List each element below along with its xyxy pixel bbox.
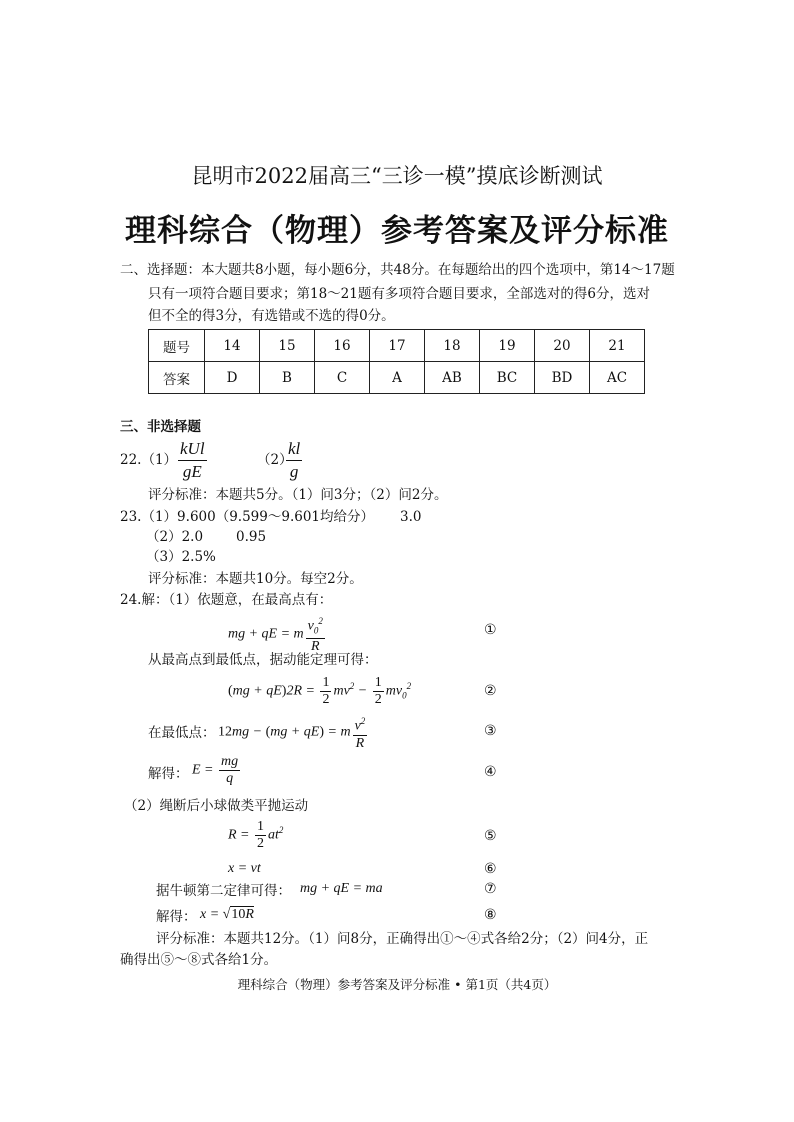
answer-table — [148, 329, 645, 394]
equation-7: mg + qE = ma — [300, 881, 383, 896]
table-cell: A — [370, 362, 425, 394]
table-cell: 17 — [370, 330, 425, 362]
table-cell: AB — [425, 362, 480, 394]
q22-scoring: 评分标准：本题共5分。（1）问3分；（2）问2分。 — [148, 487, 448, 503]
q23-line2-answer: 0.95 — [236, 529, 267, 545]
equation-8: x = √10R — [200, 907, 254, 922]
table-header-answer: 答案 — [149, 362, 205, 394]
q22-number: 22.（1） — [120, 452, 178, 468]
mark-3: ③ — [484, 723, 497, 739]
mark-5: ⑤ — [484, 828, 497, 844]
q23-scoring: 评分标准：本题共10分。每空2分。 — [148, 571, 363, 587]
mark-2: ② — [484, 683, 497, 699]
section2-intro-line2: 只有一项符合题目要求；第18～21题有多项符合题目要求，全部选对的得6分，选对 — [148, 286, 650, 302]
mark-7: ⑦ — [484, 881, 497, 897]
table-cell: 18 — [425, 330, 480, 362]
section3-heading: 三、非选择题 — [120, 419, 201, 435]
table-cell: AC — [590, 362, 645, 394]
table-cell: 19 — [480, 330, 535, 362]
mark-1: ① — [484, 622, 497, 638]
mark-6: ⑥ — [484, 861, 497, 877]
table-cell: 21 — [590, 330, 645, 362]
q22-answer1-numerator: kUl — [178, 438, 207, 461]
equation-2: (mg + qE)2R = $\frac{1}{2}$ $mv^2$ − $\frac{1}{2}$ $mv_0^2$ — [228, 675, 412, 707]
mark-4: ④ — [484, 764, 497, 780]
table-cell: B — [260, 362, 315, 394]
section2-intro-line3: 但不全的得3分，有选错或不选的得0分。 — [148, 308, 395, 324]
q24-line5: （2）绳断后小球做类平抛运动 — [124, 798, 309, 814]
q23-line1: 23.（1）9.600（9.599～9.601均给分） — [120, 509, 375, 525]
q24-line6: 据牛顿第二定律可得： — [156, 883, 291, 899]
q22-answer2-denominator: g — [289, 462, 299, 481]
table-row-questions — [149, 330, 645, 362]
q22-answer1-denominator: gE — [182, 462, 202, 481]
table-cell: BC — [480, 362, 535, 394]
table-cell: C — [315, 362, 370, 394]
q24-scoring-line2: 确得出⑤～⑧式各给1分。 — [120, 952, 278, 968]
page-footer: 理科综合（物理）参考答案及评分标准 • 第1页（共4页） — [237, 977, 557, 992]
q22-answer2-numerator: kl — [286, 438, 302, 461]
table-cell: 20 — [535, 330, 590, 362]
q23-line3: （3）2.5% — [146, 549, 216, 565]
section2-intro-line1: 二、选择题：本大题共8小题，每小题6分，共48分。在每题给出的四个选项中，第14～17题 — [120, 262, 675, 278]
q24-line7: 解得： — [156, 909, 197, 925]
q22-part2-label: （2） — [257, 452, 293, 468]
q24-line3: 在最低点： — [148, 725, 216, 741]
equation-1: mg + qE = m $\frac{v_0^2}{R}$ — [228, 613, 327, 655]
exam-title: 昆明市2022届高三“三诊一模”摸底诊断测试 — [191, 164, 603, 188]
equation-4: E = $\frac{mg}{q}$ — [192, 754, 239, 786]
table-cell: 16 — [315, 330, 370, 362]
table-cell: 15 — [260, 330, 315, 362]
table-cell: 14 — [205, 330, 260, 362]
q24-scoring-line1: 评分标准：本题共12分。（1）问8分，正确得出①～④式各给2分；（2）问4分，正 — [156, 931, 649, 947]
table-row-answers — [149, 362, 645, 394]
equation-3: 12mg − (mg + qE) = m $\frac{v^2}{R}$ — [218, 713, 369, 752]
q23-line2: （2）2.0 — [146, 529, 204, 545]
equation-5: R = $\frac{1}{2}$ $at^2$ — [228, 819, 284, 851]
equation-6: x = vt — [228, 861, 261, 876]
mark-8: ⑧ — [484, 907, 497, 923]
table-header-question: 题号 — [149, 330, 205, 362]
q22-answer1 — [176, 438, 209, 483]
table-cell: D — [205, 362, 260, 394]
q24-line2: 从最高点到最低点，据动能定理可得： — [148, 652, 378, 668]
q24-line1: 24.解：（1）依题意，在最高点有： — [120, 592, 333, 608]
page-subtitle: 理科综合（物理）参考答案及评分标准 — [125, 213, 669, 249]
q23-line1-answer: 3.0 — [400, 509, 422, 525]
table-cell: BD — [535, 362, 590, 394]
q22-answer2 — [284, 438, 304, 483]
q24-line4: 解得： — [148, 766, 189, 782]
